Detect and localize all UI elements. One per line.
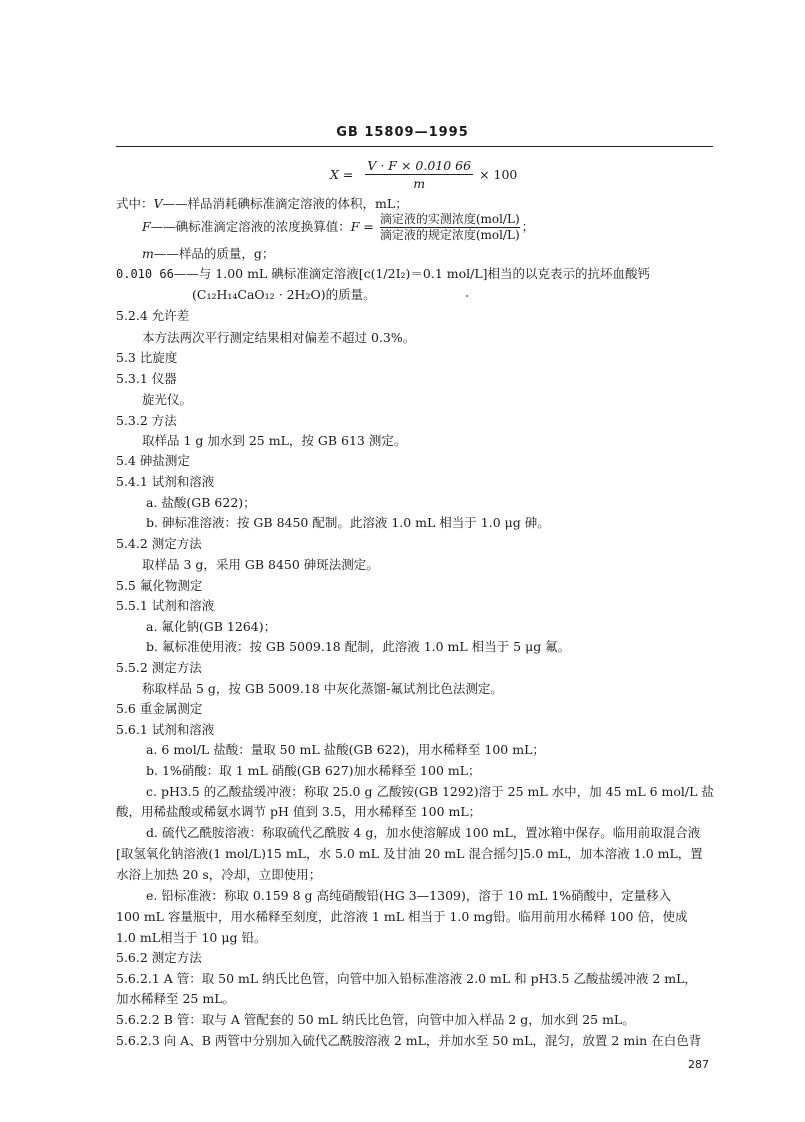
heading-5-4: 5.4 砷盐测定 — [116, 453, 190, 468]
list-item: a. 6 mol/L 盐酸：量取 50 mL 盐酸(GB 622)，用水稀释至 100 mL； — [146, 742, 545, 757]
paragraph: 5.6.2.2 B 管：取与 A 管配套的 50 mL 纳氏比色管，向管中加入样品 2 g，加水到 25 mL。 — [116, 1012, 635, 1027]
paragraph: 取样品 1 g 加水到 25 mL，按 GB 613 测定。 — [142, 433, 407, 448]
list-item: d. 硫代乙酰胺溶液：称取硫代乙酰胺 4 g，加水使溶解成 100 mL，置冰箱中保存。临用前取混合液 — [146, 825, 701, 840]
list-item-cont: 1.0 mL相当于 10 μg 铅。 — [116, 930, 267, 945]
def-f-eq: F = — [350, 219, 374, 234]
main-formula — [330, 152, 517, 196]
def-f-fraction — [380, 212, 520, 243]
def-v-var: V — [153, 196, 163, 211]
header-rule — [116, 146, 713, 147]
heading-5-3-2: 5.3.2 方法 — [116, 413, 177, 428]
paragraph: 5.6.2.1 A 管：取 50 mL 纳氏比色管，向管中加入铅标准溶液 2.0 mL 和 pH3.5 乙酸盐缓冲液 2 mL， — [116, 971, 697, 986]
heading-5-6: 5.6 重金属测定 — [116, 701, 203, 716]
list-item: a. 氟化钠(GB 1264)； — [146, 619, 277, 634]
def-m-var: m — [142, 246, 154, 261]
heading-5-5-1: 5.5.1 试剂和溶液 — [116, 598, 215, 613]
list-item-cont: 100 mL 容量瓶中，用水稀释至刻度，此溶液 1 mL 相当于 1.0 mg铅。临用前用水稀释 100 倍，使成 — [116, 909, 688, 924]
heading-5-3-1: 5.3.1 仪器 — [116, 371, 177, 386]
def-const-desc: ——与 1.00 mL 碘标准滴定溶液[c(1/2I₂)＝0.1 mol/L]相当的以克表示的抗坏血酸钙 — [173, 266, 651, 281]
heading-5-4-1: 5.4.1 试剂和溶液 — [116, 474, 215, 489]
list-item-cont: 水浴上加热 20 s，冷却，立即使用； — [116, 867, 322, 882]
scan-speck — [466, 295, 468, 297]
list-item: e. 铅标准液：称取 0.159 8 g 高纯硝酸铅(HG 3—1309)，溶于 10 mL 1%硝酸中，定量移入 — [146, 888, 672, 903]
paragraph: 旋光仪。 — [142, 392, 193, 407]
def-f-numerator: 滴定液的实测浓度(mol/L) — [379, 212, 520, 226]
formula-lhs: X = — [330, 166, 354, 182]
def-v-desc: ——样品消耗碘标准滴定溶液的体积，mL； — [162, 196, 408, 211]
paragraph: 5.6.2.3 向 A、B 两管中分别加入硫代乙酰胺溶液 2 mL，并加水至 50 mL，混匀，放置 2 min 在白色背 — [116, 1033, 702, 1048]
def-f-var: F — [142, 219, 151, 234]
heading-5-6-1: 5.6.1 试剂和溶液 — [116, 722, 215, 737]
def-m-desc: ——样品的质量，g； — [153, 246, 275, 261]
heading-5-5: 5.5 氟化物测定 — [116, 578, 203, 593]
heading-5-4-2: 5.4.2 测定方法 — [116, 536, 202, 551]
list-item: b. 砷标准溶液：按 GB 8450 配制。此溶液 1.0 mL 相当于 1.0 μg 砷。 — [146, 515, 550, 530]
def-v — [116, 195, 408, 213]
def-m — [142, 245, 274, 263]
formula-tail: × 100 — [479, 166, 518, 182]
paragraph-cont: 加水稀释至 25 mL。 — [116, 991, 236, 1006]
def-intro: 式中： — [116, 196, 154, 211]
list-item: b. 氟标准使用液：按 GB 5009.18 配制，此溶液 1.0 mL 相当于 5 μg 氟。 — [146, 639, 571, 654]
heading-5-3: 5.3 比旋度 — [116, 350, 178, 365]
def-const — [116, 265, 650, 283]
list-item-cont: [取氢氧化钠溶液(1 mol/L)15 mL，水 5.0 mL 及甘油 20 mL 混合摇匀]5.0 mL，加本溶液 1.0 mL，置 — [116, 846, 703, 861]
heading-5-6-2: 5.6.2 测定方法 — [116, 950, 202, 965]
formula-denominator: m — [413, 175, 426, 191]
list-item: b. 1%硝酸：取 1 mL 硝酸(GB 627)加水稀释至 100 mL； — [146, 763, 481, 778]
formula-numerator: V · F × 0.010 66 — [367, 157, 472, 173]
page-header: GB 15809—1995 — [336, 125, 469, 140]
def-f-end: ； — [521, 219, 535, 234]
def-const-label: 0.010 66 — [116, 267, 174, 281]
paragraph: 称取样品 5 g，按 GB 5009.18 中灰化蒸馏-氟试剂比色法测定。 — [142, 681, 503, 696]
def-f-denominator: 滴定液的规定浓度(mol/L) — [379, 228, 520, 242]
paragraph: 取样品 3 g，采用 GB 8450 砷斑法测定。 — [142, 557, 379, 572]
page-number: 287 — [688, 1058, 709, 1071]
list-item: c. pH3.5 的乙酸盐缓冲液：称取 25.0 g 乙酸铵(GB 1292)溶于 25 mL 水中，加 45 mL 6 mol/L 盐 — [146, 784, 714, 799]
heading-5-2-4: 5.2.4 允许差 — [116, 308, 190, 323]
def-const-cont: (C₁₂H₁₄CaO₁₂ · 2H₂O)的质量。 — [192, 287, 376, 302]
list-item: a. 盐酸(GB 622)； — [146, 495, 256, 510]
list-item-cont: 酸，用稀盐酸或稀氨水调节 pH 值到 3.5，用水稀释至 100 mL； — [116, 804, 482, 819]
def-f-desc: ——碘标准滴定溶液的浓度换算值： — [150, 219, 351, 234]
formula-fraction — [365, 158, 473, 191]
paragraph: 本方法两次平行测定结果相对偏差不超过 0.3%。 — [142, 330, 416, 345]
def-f — [142, 212, 534, 243]
heading-5-5-2: 5.5.2 测定方法 — [116, 660, 202, 675]
